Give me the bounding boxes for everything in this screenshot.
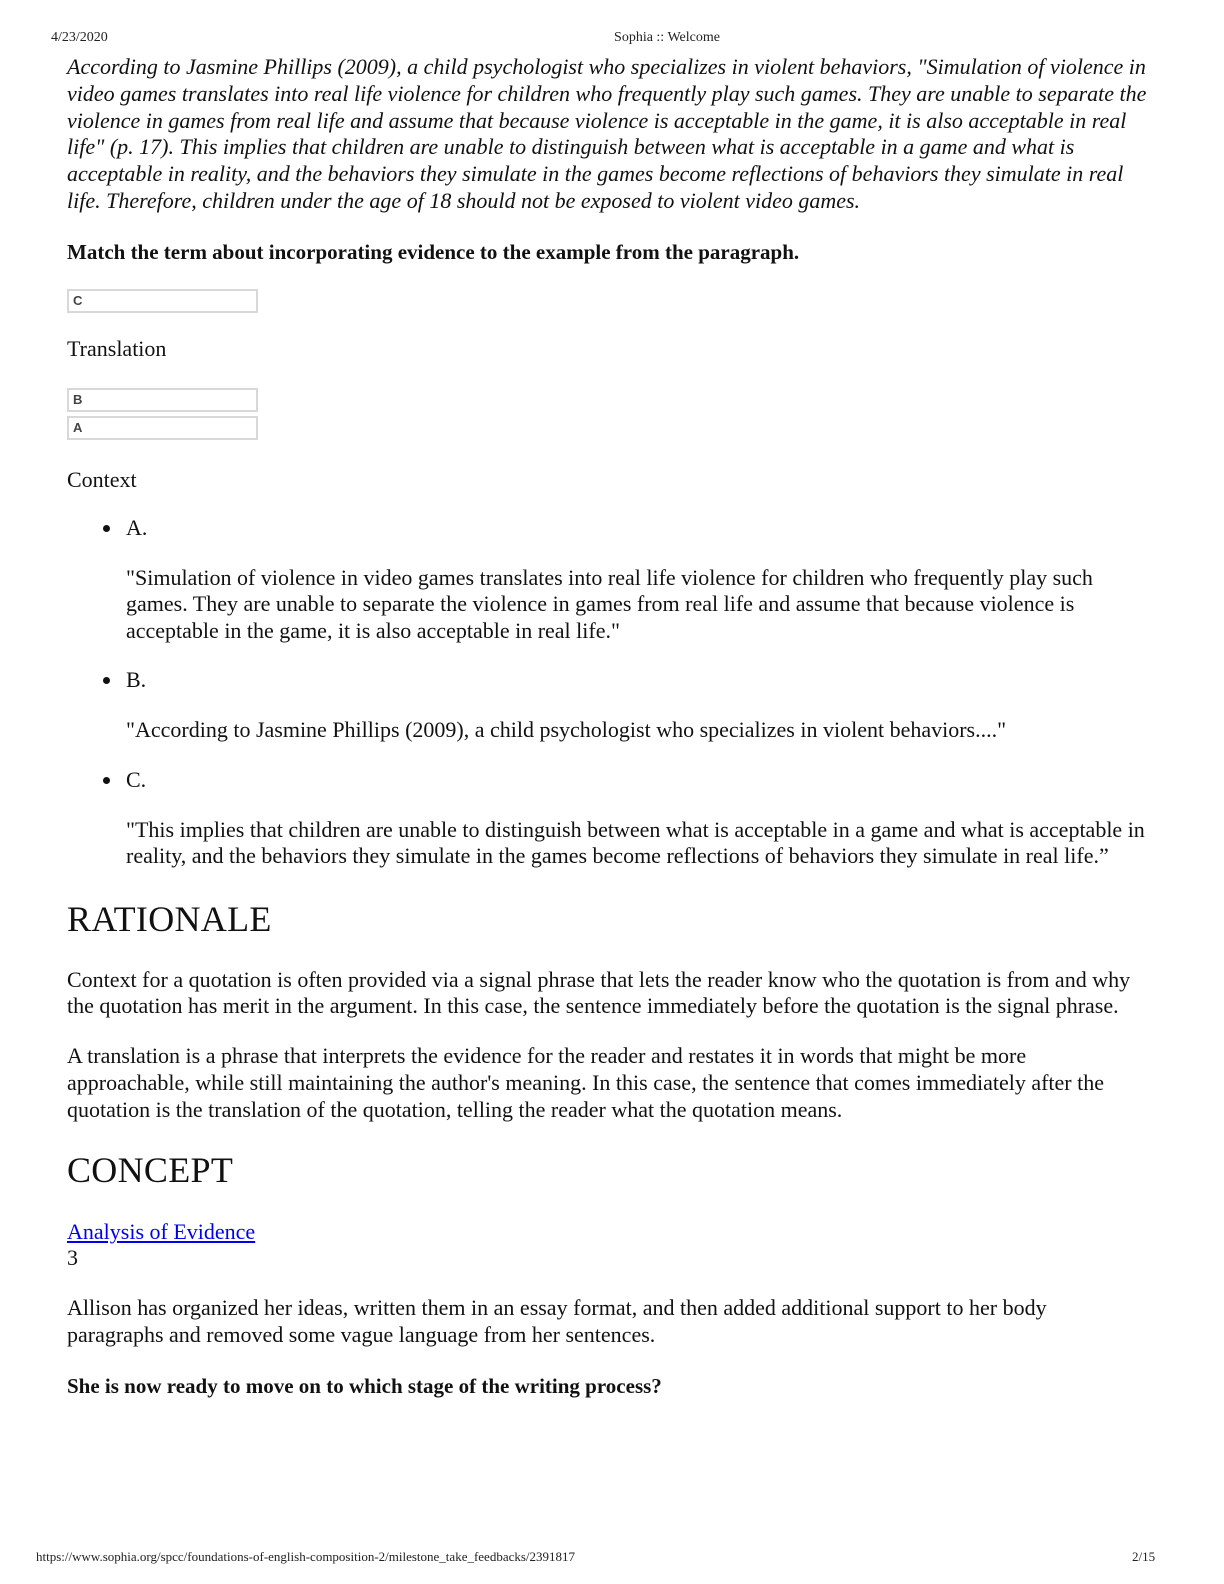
match-term-context: Context [67, 466, 137, 492]
option-c-text: "This implies that children are unable to distinguish between what is acceptable in a game and what is acceptable in reality, and the behaviors they simulate in the games become reflections of behaviors they simulate in real life.” [126, 816, 1145, 869]
next-question-prompt: Allison has organized her ideas, written them in an essay format, and then added additional support to her body paragraphs and removed some vague language from her sentences. [67, 1295, 1047, 1347]
option-b-text: "According to Jasmine Phillips (2009), a child psychologist who specializes in violent behaviors...." [126, 717, 1007, 743]
answer-options-list [67, 515, 1147, 870]
answer-slot-context-1[interactable]: B [67, 388, 258, 412]
rationale-paragraph-2: A translation is a phrase that interprets the evidence for the reader and restates it in words that might be more approachable, while still maintaining the author's meaning. In this case, the sentence that comes immediately after the quotation is the translation of the quotation, telling the reader what the quotation means. [67, 1043, 1105, 1122]
answer-slot-context-2[interactable]: A [67, 416, 258, 440]
bullet-icon [103, 525, 110, 532]
rationale-heading: RATIONALE [67, 898, 272, 939]
question-passage: According to Jasmine Phillips (2009), a child psychologist who specializes in violent behaviors, "Simulation of violence in video games translates into real life violence for children who frequently play such games. They are unable to separate the violence in games from real life and assume that because violence is acceptable in the game, it is also acceptable in real life" (p. 17). This implies that children are unable to distinguish between what is acceptable in a game and what is acceptable in reality, and the behaviors they simulate in the games become reflections of behaviors they simulate in real life. Therefore, children under the age of 18 should not be exposed to violent video games. [67, 54, 1147, 213]
concept-link[interactable]: Analysis of Evidence [67, 1219, 256, 1245]
next-question-text: She is now ready to move on to which stage of the writing process? [67, 1373, 662, 1398]
option-b [67, 667, 1147, 744]
page-title: Sophia :: Welcome [614, 30, 720, 45]
page-url: https://www.sophia.org/spcc/foundations-of-english-composition-2/milestone_take_feedbacks/2391817 [36, 1549, 576, 1564]
page-content [67, 54, 1147, 1399]
question-prompt: Match the term about incorporating evidence to the example from the paragraph. [67, 239, 800, 264]
print-date: 4/23/2020 [51, 30, 108, 45]
option-a [67, 515, 1147, 645]
match-term-translation: Translation [67, 335, 167, 361]
rationale-paragraph-1: Context for a quotation is often provided via a signal phrase that lets the reader know who the quotation is from and why the quotation has merit in the argument. In this case, the sentence immediately before the quotation is the signal phrase. [67, 966, 1131, 1019]
bullet-icon [103, 677, 110, 684]
page-number: 2/15 [1132, 1549, 1156, 1564]
concept-heading: CONCEPT [67, 1150, 234, 1191]
option-a-text: "Simulation of violence in video games translates into real life violence for children who frequently play such games. They are unable to separate the violence in games from real life and assume that because violence is acceptable in the game, it is also acceptable in real life." [126, 564, 1093, 643]
option-c-head [67, 767, 1147, 793]
option-b-label: B. [126, 667, 147, 693]
option-c [67, 767, 1147, 870]
option-a-label: A. [126, 514, 148, 540]
next-question-number: 3 [67, 1245, 78, 1271]
option-c-label: C. [126, 766, 147, 792]
option-b-head [67, 667, 1147, 693]
answer-slot-translation-1[interactable]: C [67, 289, 258, 313]
option-a-head [67, 515, 1147, 541]
bullet-icon [103, 777, 110, 784]
